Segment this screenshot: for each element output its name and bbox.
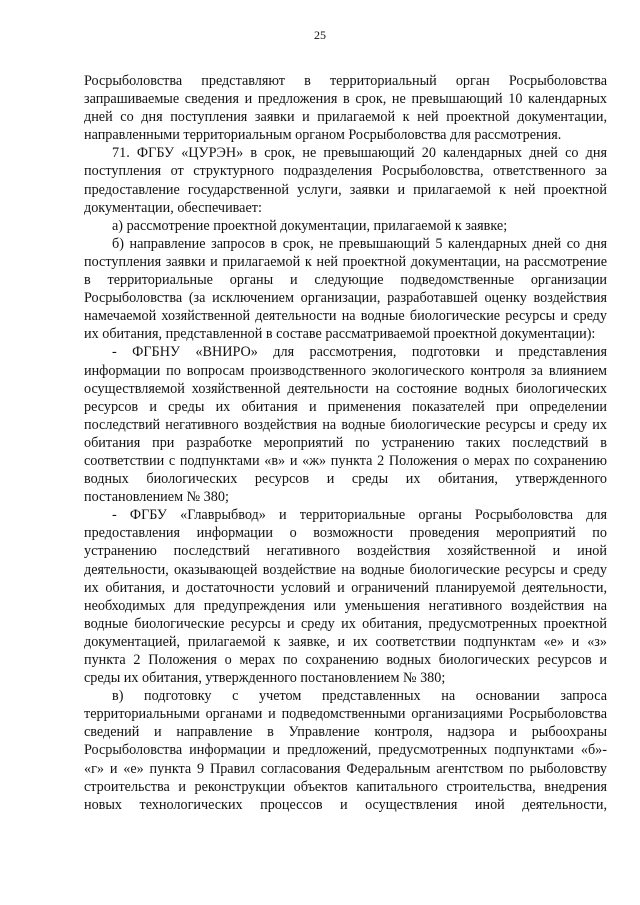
page-number: 25 [314, 28, 326, 42]
text-line: среды их обитания, утвержденного постановлением № 380; [84, 670, 446, 687]
text-line: поступления от структурного подразделения Росрыболовства, ответственного за [84, 163, 607, 180]
text-line: поступления заявки и прилагаемой к ней проектной документации, на рассмотрение [84, 253, 607, 270]
text-line: в) подготовку с учетом представленных на основании запроса [112, 688, 607, 705]
document-body [84, 72, 607, 814]
text-line: водные биологические ресурсы и среду их обитания, предусмотренных проектной [84, 615, 607, 632]
text-line: документацией, прилагаемой к заявке, и их соответствии подпунктам «е» и «з» [84, 633, 607, 650]
text-line: информации по вопросам производственного экологического контроля за влиянием [84, 362, 607, 379]
text-line: деятельности, оказывающей воздействие на водные биологические ресурсы и среду [84, 561, 607, 578]
text-line: дней со дня поступления заявки и прилагаемой к ней проектной документации, [84, 109, 607, 126]
text-line: территориальными органами и подведомственными организациями Росрыболовства [84, 706, 607, 723]
text-line: в территориальные органы и следующие подведомственные организации [84, 272, 607, 289]
text-line: Росрыболовства информации и предложений, предусмотренных подпунктами «б»- [84, 742, 607, 759]
text-line: а) рассмотрение проектной документации, прилагаемой к заявке; [112, 217, 508, 234]
text-line: их обитания, представленной в составе рассматриваемой проектной документации): [84, 326, 596, 343]
text-line: ресурсов и среды их обитания и применения показателей при определении [84, 398, 607, 415]
text-line: запрашиваемые сведения и предложения в срок, не превышающий 10 календарных [84, 91, 607, 108]
text-line: постановлением № 380; [84, 489, 229, 506]
text-line: 71. ФГБУ «ЦУРЭН» в срок, не превышающий 20 календарных дней со дня [112, 145, 607, 162]
text-line: - ФГБУ «Главрыбвод» и территориальные органы Росрыболовства для [112, 507, 607, 524]
text-line: осуществляемой хозяйственной деятельности на состояние водных биологических [84, 380, 607, 397]
text-line: Росрыболовства представляют в территориальный орган Росрыболовства [84, 73, 607, 89]
text-line: их обитания, и достаточности условий и ограничений планируемой деятельности, [84, 579, 607, 596]
text-line: последствий негативного воздействия на водные биологические ресурсы и среду их [84, 416, 607, 433]
text-line: устранению последствий негативного воздействия хозяйственной и иной [84, 543, 607, 560]
text-line: - ФГБНУ «ВНИРО» для рассмотрения, подготовки и представления [112, 344, 607, 361]
text-line: предоставления информации о возможности проведения мероприятий по [84, 525, 607, 542]
text-line: «г» и «е» пункта 9 Правил согласования Федеральным агентством по рыболовству [84, 760, 607, 777]
text-line: б) направление запросов в срок, не превышающий 5 календарных дней со дня [112, 235, 607, 252]
text-line: необходимых для предупреждения или уменьшения негативного воздействия на [84, 597, 607, 614]
text-line: новых технологических процессов и осуществления иной деятельности, [84, 796, 607, 813]
text-line: намечаемой хозяйственной деятельности на водные биологические ресурсы и среду [84, 308, 607, 325]
text-line: Росрыболовства (за исключением организации, разработавшей оценку воздействия [84, 290, 607, 307]
text-line: строительства и реконструкции объектов капитального строительства, внедрения [84, 778, 607, 795]
text-line: документации, обеспечивает: [84, 199, 262, 216]
text-line: пункта 2 Положения о мерах по сохранению водных биологических ресурсов и [84, 652, 607, 668]
text-line: соответствии с подпунктами «в» и «ж» пункта 2 Положения о мерах по сохранению [84, 452, 607, 469]
text-line: сведений и направление в Управление контроля, надзора и рыбоохраны [84, 724, 607, 741]
text-line: направленными территориальным органом Росрыболовства для рассмотрения. [84, 127, 562, 144]
text-line: обитания при разработке мероприятий по устранению таких последствий в [84, 434, 607, 451]
text-line: предоставление государственной услуги, заявки и прилагаемой к ней проектной [84, 181, 607, 198]
text-line: водных биологических ресурсов и среды их обитания, утвержденного [84, 471, 607, 488]
